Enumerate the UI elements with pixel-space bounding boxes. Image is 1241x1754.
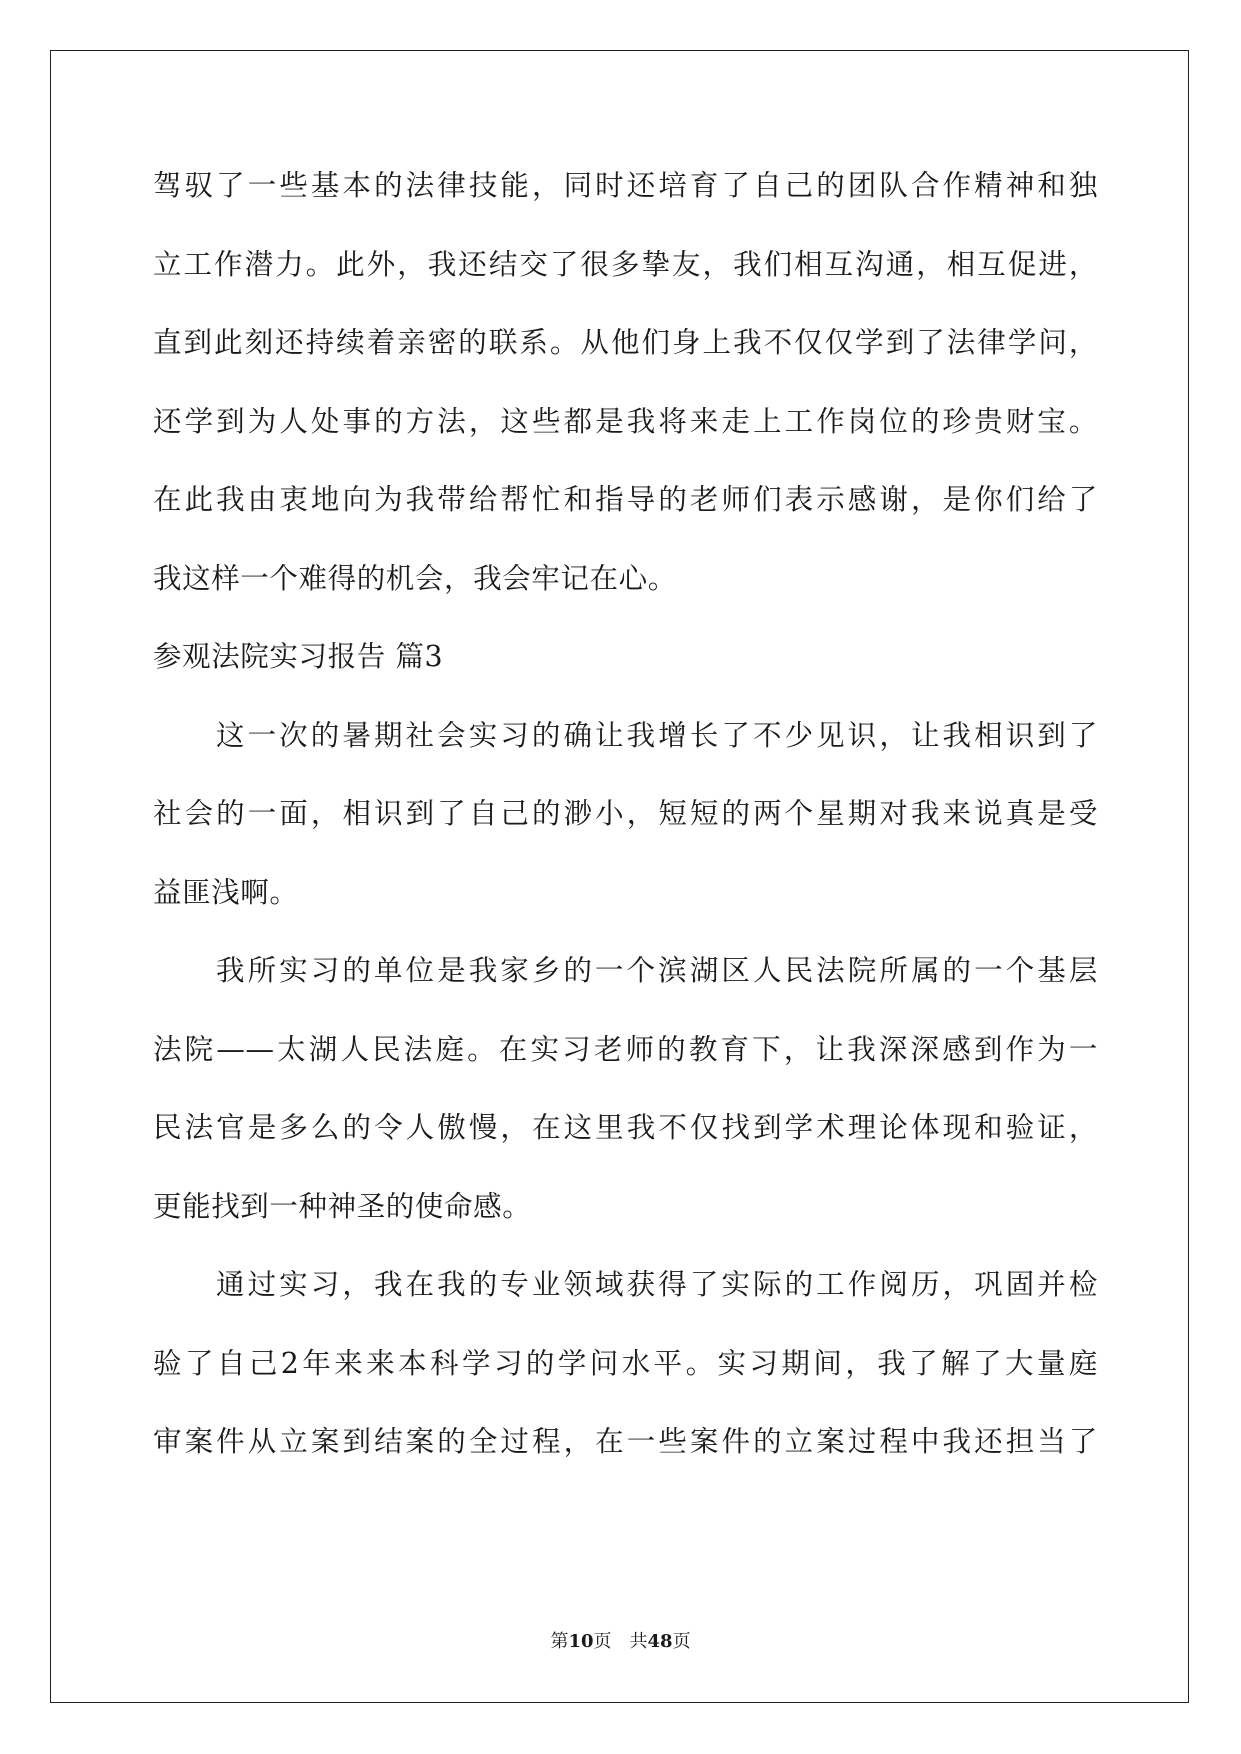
text-line: 法院——太湖人民法庭。在实习老师的教育下，让我深深感到作为一 (153, 1032, 1098, 1066)
text-line: 民法官是多么的令人傲慢，在这里我不仅找到学术理论体现和验证， (153, 1111, 1098, 1144)
text-line: 审案件从立案到结案的全过程，在一些案件的立案过程中我还担当了 (153, 1425, 1098, 1458)
text-line: 更能找到一种神圣的使命感。 (153, 1189, 532, 1223)
text-line: 在此我由衷地向为我带给帮忙和指导的老师们表示感谢，是你们给了 (153, 483, 1098, 516)
text-line: 通过实习，我在我的专业领域获得了实际的工作阅历，巩固并检 (216, 1268, 1098, 1301)
text-line: 参观法院实习报告 篇3 (153, 640, 444, 673)
footer-prefix: 第 (550, 1631, 569, 1652)
page-footer (0, 1630, 1241, 1654)
total-page-number: 48 (647, 1631, 673, 1652)
text-line: 驾驭了一些基本的法律技能，同时还培育了自己的团队合作精神和独 (153, 169, 1098, 202)
text-line: 立工作潜力。此外，我还结交了很多挚友，我们相互沟通，相互促进， (153, 247, 1098, 281)
footer-suffix: 页 (672, 1631, 691, 1652)
text-line: 社会的一面，相识到了自己的渺小，短短的两个星期对我来说真是受 (153, 797, 1098, 830)
text-line: 直到此刻还持续着亲密的联系。从他们身上我不仅仅学到了法律学问， (153, 326, 1098, 359)
current-page-number: 10 (568, 1631, 594, 1652)
text-line: 这一次的暑期社会实习的确让我增长了不少见识，让我相识到了 (216, 718, 1098, 752)
text-line: 验了自己2年来来本科学习的学问水平。实习期间，我了解了大量庭 (153, 1346, 1098, 1380)
text-line: 我这样一个难得的机会，我会牢记在心。 (153, 561, 677, 595)
footer-middle: 页 共 (593, 1631, 648, 1652)
text-line: 我所实习的单位是我家乡的一个滨湖区人民法院所属的一个基层 (216, 954, 1098, 987)
text-line: 益匪浅啊。 (153, 875, 299, 909)
document-body (153, 166, 1098, 1501)
text-line: 还学到为人处事的方法，这些都是我将来走上工作岗位的珍贵财宝。 (153, 404, 1098, 438)
